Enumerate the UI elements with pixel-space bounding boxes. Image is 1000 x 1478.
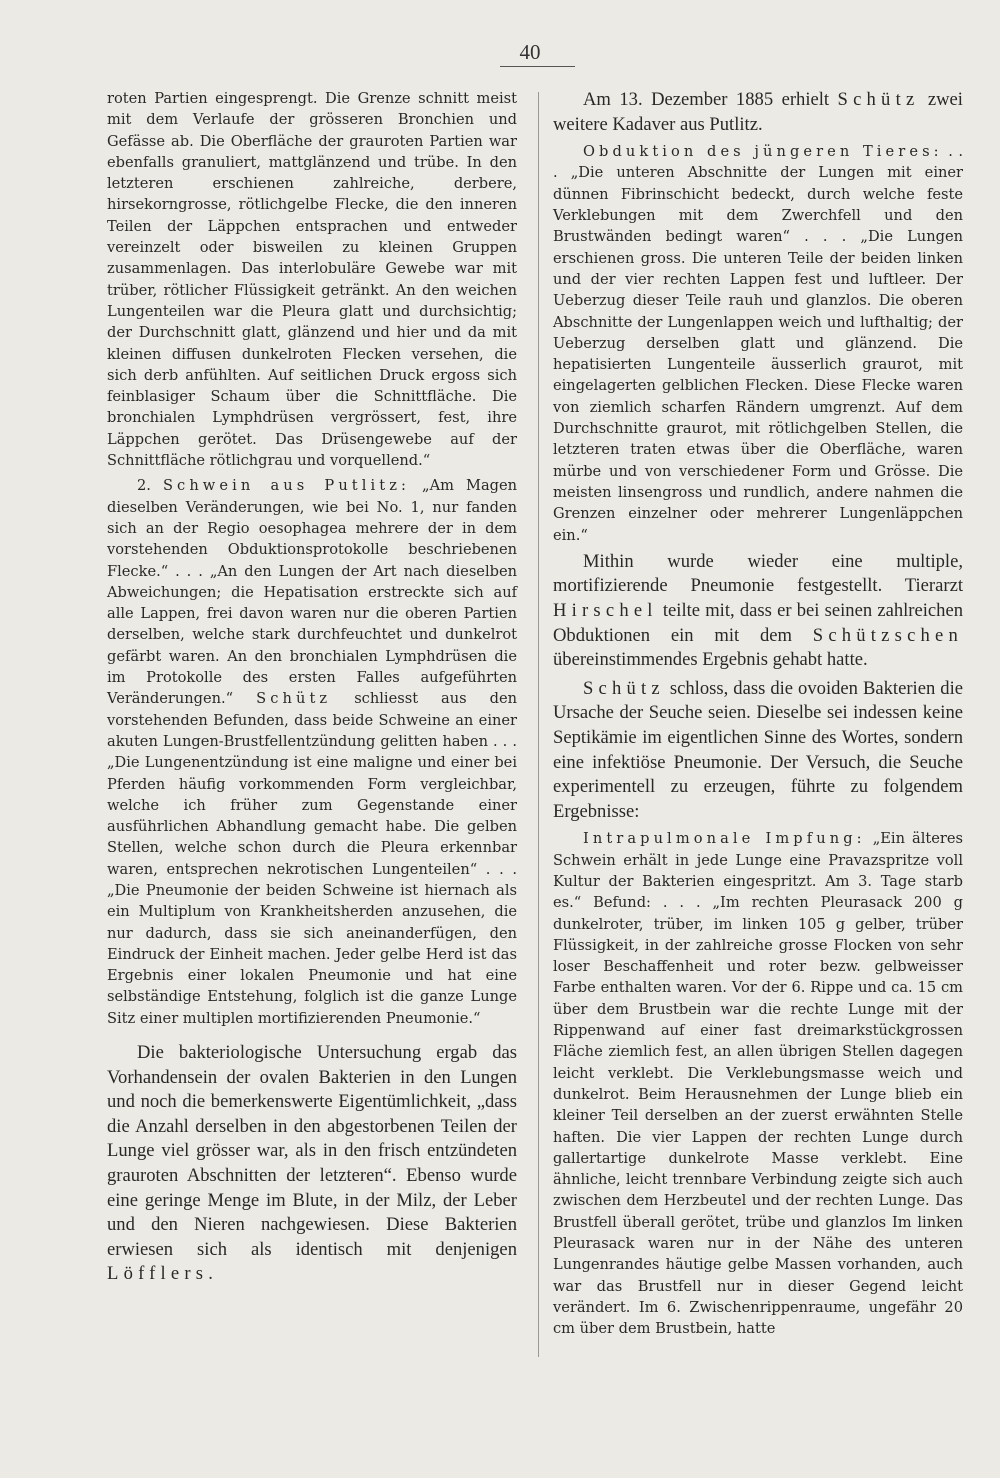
paragraph: roten Partien eingesprengt. Die Grenze schnitt meist mit dem Verlaufe der grösseren Bronchien und Gefässe ab. Die Oberfläche der grauroten Partien war ebenfalls granuliert, mattglänzend und trübe. In den letzteren erschienen zahlreiche, derbere, hirsekorngrosse, rötlichgelbe Flecke, die den inneren Teilen der Läppchen entsprachen und entweder vereinzelt oder bisweilen zu kleinen Gruppen zusammenlagen. Das interlobuläre Gewebe war mit trüber, rötlicher Flüssigkeit getränkt. An den weichen Lungenteilen war die Pleura glatt und durchsichtig; der Durchschnitt glatt, glänzend und hier und da mit kleinen diffusen dunkelroten Flecken versehen, die sich derb anfühlten. Auf seitlichen Druck ergoss sich feinblasiger Schaum über die Schnittfläche. Die bronchialen Lymphdrüsen vergrössert, fest, ihre Läppchen gerötet. Das Drüsengewebe auf der Schnittfläche rötlichgrau und vorquellend.“ — [107, 90, 517, 470]
spaced-heading: Schwein aus Putlitz: — [162, 477, 411, 495]
case-number: 2. — [137, 477, 151, 495]
text-run: schliesst aus den vorstehenden Befunden, dass beide Schweine an einer akuten Lungen-Brustfellentzündung gelitten haben . . . „Die Lungenentzündung ist eine maligne und einer bei Pferden häufig vorkommenden Form vergleichbar, welche ich früher zum Gegenstande einer ausführlichen Abhandlung gemacht habe. Die gelben Stellen, welche schon durch die Pleura erkennbar waren, entsprechen nekrotischen Lungenteilen“ . . . „Die Pneumonie der beiden Schweine ist hiernach als ein Multiplum von Krankheitsherden anzusehen, die nur dadurch, dass sie sich aneinanderfügen, den Eindruck der Einheit machen. Jeder gelbe Herd ist das Ergebnis einer lokalen Pneumonie und hat eine selbständige Entstehung, folglich ist die ganze Lunge Sitz einer multiplen mortifizierenden Pneumonie.“ — [107, 690, 517, 1027]
spaced-heading: Obduktion des jüngeren Tieres: — [583, 143, 943, 161]
paragraph — [553, 550, 963, 673]
text-run: Mithin wurde wieder eine multiple, mortifizierende Pneumonie festgestellt. Tierarzt — [553, 550, 963, 597]
text-run: schloss, dass die ovoiden Bakterien die Ursache der Seuche seien. Dieselbe sei indessen keine Septikämie im eigentlichen Sinne des Wortes, sondern eine infektiöse Pneumonie. Der Versuch, die Seuche experimentell zu erzeugen, führte zu folgendem Ergebnisse: — [553, 677, 963, 822]
text-run: zwei weitere Kadaver aus Putlitz. — [553, 89, 963, 135]
paragraph — [553, 828, 963, 1339]
author-name: Löfflers. — [107, 1263, 219, 1285]
paragraph — [553, 677, 963, 825]
text-run: „Am Magen dieselben Veränderungen, wie bei No. 1, nur fanden sich an der Regio oesophagea mehrere der in dem vorstehenden Obduktionsprotokolle beschriebenen Flecke.“ . . . „An den Lungen der Art nach dieselben Abweichungen; die Hepatisation erstreckte sich auf alle Lappen, frei davon waren nur die oberen Partien derselben, welche stark durchfeuchtet und dunkelrot gefärbt waren. An den bronchialen Lymphdrüsen die im Protokolle des ersten Falles aufgeführten Veränderungen.“ — [107, 477, 518, 708]
right-column — [553, 88, 963, 1339]
author-name: Schützschen — [812, 624, 964, 646]
author-name: Schütz — [256, 690, 332, 708]
paragraph — [107, 1041, 517, 1287]
text-run: übereinstimmendes Ergebnis gehabt hatte. — [553, 649, 868, 671]
page-number-rule — [500, 66, 575, 67]
column-divider — [538, 92, 539, 1357]
paragraph — [553, 88, 963, 137]
author-name: Schütz — [583, 677, 665, 699]
text-run: Am 13. Dezember 1885 erhielt — [583, 89, 830, 110]
left-column — [107, 88, 517, 1287]
text-run: . . . „Die unteren Abschnitte der Lungen mit einer dünnen Fibrinschicht bedeckt, durch welche feste Verklebungen mit dem Zwerchfell und den Brustwänden bedingt waren“ . . . „Die Lungen erschienen gross. Die unteren Teile der beiden linken und der vier rechten Lappen fest und luftleer. Der Ueberzug dieser Teile rauh und glanzlos. Die oberen Abschnitte der Lungenlappen weich und lufthaltig; der Ueberzug derselben glatt und glänzend. Die hepatisierten Lungenteile äusserlich graurot, mit eingelagerten gelblichen Flecken. Diese Flecke waren von ziemlich scharfen Rändern umgrenzt. Auf dem Durchschnitte graurot, mit rötlichgelben Stellen, die letzteren traten etwas über die Oberfläche, waren mürbe und von verschiedener Form und Grösse. Die meisten linsengross und rundlich, andere nahmen die Grenzen einzelner oder mehrerer Lungenläppchen ein.“ — [553, 143, 963, 544]
spaced-heading: Intrapulmonale Impfung: — [583, 830, 866, 848]
paragraph — [107, 475, 517, 1029]
paragraph — [553, 141, 963, 546]
page-number: 40 — [519, 40, 541, 64]
text-run: teilte mit, dass er bei seinen zahlreichen Obduktionen ein mit dem — [553, 600, 963, 646]
text-run: Die bakteriologische Untersuchung ergab das Vorhandensein der ovalen Bakterien in den Lungen und noch die bemerkenswerte Eigentümlichkeit, „dass die Anzahl derselben in den abgestorbenen Teilen der Lunge viel grösser war, als in den frisch entzündeten grauroten Abschnitten der letzteren“. Ebenso wurde eine geringe Menge im Blute, in der Milz, der Leber und den Nieren nachgewiesen. Diese Bakterien erwiesen sich als identisch mit denjenigen — [107, 1042, 517, 1260]
author-name: Hirschel — [553, 600, 658, 622]
author-name: Schütz — [837, 89, 920, 110]
text-run: „Ein älteres Schwein erhält in jede Lunge eine Pravazspritze voll Kultur der Bakterien eingespritzt. Am 3. Tage starb es.“ Befund: . . . „Im rechten Pleurasack 200 g dunkelroter, trüber, im linken 105 g gelber, trüber Flüssigkeit, in der zahlreiche grosse Flocken von sehr loser Beschaffenheit und roter bezw. gelbweisser Farbe enthalten waren. Vor der 6. Rippe und ca. 15 cm über dem Brustbein war die rechte Lunge mit der Rippenwand auf einer fast dreimarkstückgrossen Fläche ziemlich fest, an allen übrigen Stellen dagegen leicht verklebt. Die Verklebungsmasse weich und dunkelrot. Beim Herausnehmen der Lunge blieb ein kleiner Teil derselben an der zuerst erwähnten Stelle haften. Die vier Lappen der rechten Lunge durch gallertartige dunkelrote Masse verklebt. Eine ähnliche, leicht trennbare Verbindung zeigte sich auch zwischen dem Herzbeutel und der rechten Lunge. Das Brustfell überall gerötet, trübe und glanzlos Im linken Pleurasack waren nur in der Nähe des unteren Lungenrandes häutige gelbe Massen vorhanden, auch war das Brustfell nur in dieser Gegend leicht verändert. Im 6. Zwischenrippenraume, ungefähr 20 cm über dem Brustbein, hatte — [553, 830, 963, 1338]
